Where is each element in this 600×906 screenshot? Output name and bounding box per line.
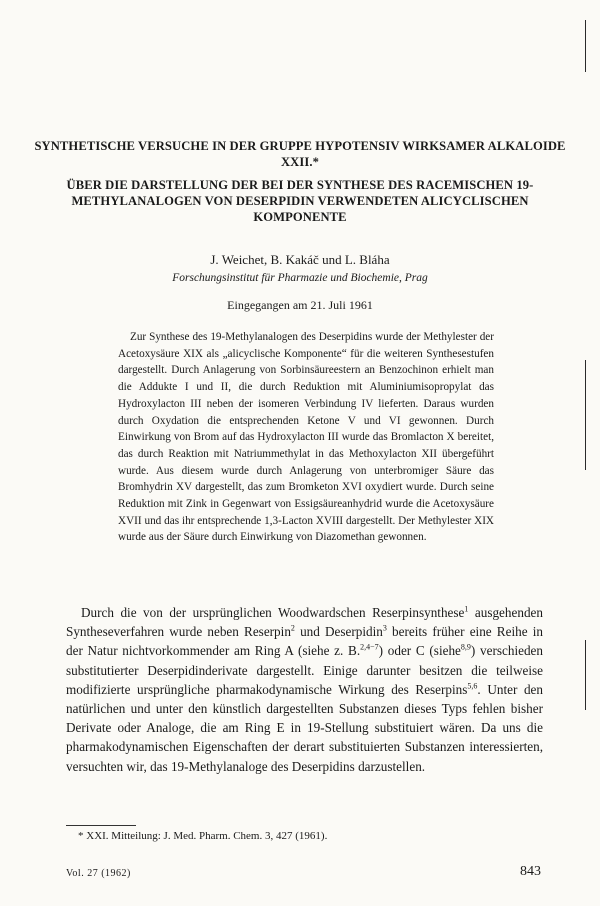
institution: Forschungsinstitut für Pharmazie und Biochemie, Prag [172,272,428,284]
scan-edge-line-middle [585,360,586,470]
title-article: ÜBER DIE DARSTELLUNG DER BEI DER SYNTHESE DES RACEMISCHEN 19-METHYLANALOGEN VON DESERPIDIN VERWENDETEN ALICYCLISCHEN KOMPONENTE [66,178,534,224]
footnote: * XXI. Mitteilung: J. Med. Pharm. Chem. 3, 427 (1961). [78,830,328,842]
abstract: Zur Synthese des 19-Methylanalogen des Deserpidins wurde der Methylester der Acetoxysäure XIX als „alicyclische Komponente“ für die weiteren Synthesestufen dargestellt. Durch Anlagerung von Sorbinsäureestern an Benzochinon erhielt man die Addukte I und II, die durch Reduktion mit Aluminiumisopropylat das Hydroxylacton III neben der isomeren Verbindung IV lieferten. Daraus wurden durch Oxydation die entsprechenden Ketone V und VI gewonnen. Durch Einwirkung von Brom auf das Hydroxylacton III wurde das Bromlacton X bereitet, das durch Reaktion mit Natriummethylat in das Methoxylacton XII übergeführt wurde. Aus diesem wurde durch Anlagerung von unterbromiger Säure das Bromhydrin XV dargestellt, das zum Bromketon XVI oxydiert wurde. Durch seine Reduktion mit Zink in Gegenwart von Essigsäureanhydrid wurde die Acetoxysäure XVII und das ihr entsprechende 1,3-Lacton XVIII dargestellt. Der Methylester XIX wurde aus der Säure durch Einwirkung von Diazomethan gewonnen. [118,331,494,544]
received-date: Eingegangen am 21. Juli 1961 [227,298,373,312]
page-number: 843 [520,864,541,879]
citation: 1 [464,604,469,614]
citation: 2,4−7 [360,643,379,653]
body-text: ) verschieden substitutierter Deserpidinderivate dargestellt. Einige darunter besitzen die teilweise modifizierte ursprüngliche pharmakodynamische Wirkung des Reserpins [66,643,544,697]
citation: 5,6 [467,681,478,691]
citation: 3 [382,623,387,633]
scan-edge-line-top [585,20,586,72]
citation: 2 [290,623,295,633]
scan-edge-line-bottom [585,640,586,710]
body-text: bereits früher eine Reihe in der Natur nichtvorkommender am Ring A (siehe z. B. [66,624,543,659]
volume-label: Vol. 27 (1962) [66,868,131,879]
body-text: Durch die von der ursprünglichen Woodwardschen Reserpinsynthese [81,605,465,620]
authors: J. Weichet, B. Kakáč und L. Bláha [210,252,390,267]
body-text: . Unter den natürlichen und unter den künstlich dargestellten Substanzen dieses Typs fehlen bisher Derivate oder Analoge, die am Ring E in 19-Stellung substituiert wären. Da uns die pharmakodynamischen Eigenschaften der derart substituierten Substanzen interessierten, versuchten wir, das 19-Methylanaloge des Deserpidins darzustellen. [66,681,543,774]
footnote-rule [66,825,136,826]
citation: 8,9 [460,643,471,653]
title-series: SYNTHETISCHE VERSUCHE IN DER GRUPPE HYPOTENSIV WIRKSAMER ALKALOIDE XXII.* [34,139,566,169]
body-text: und Deserpidin [294,624,383,640]
body-text: ausgehenden Syntheseverfahren wurde neben Reserpin [66,605,543,640]
body-paragraph [66,603,543,776]
body-text: ) oder C (siehe [378,643,461,659]
